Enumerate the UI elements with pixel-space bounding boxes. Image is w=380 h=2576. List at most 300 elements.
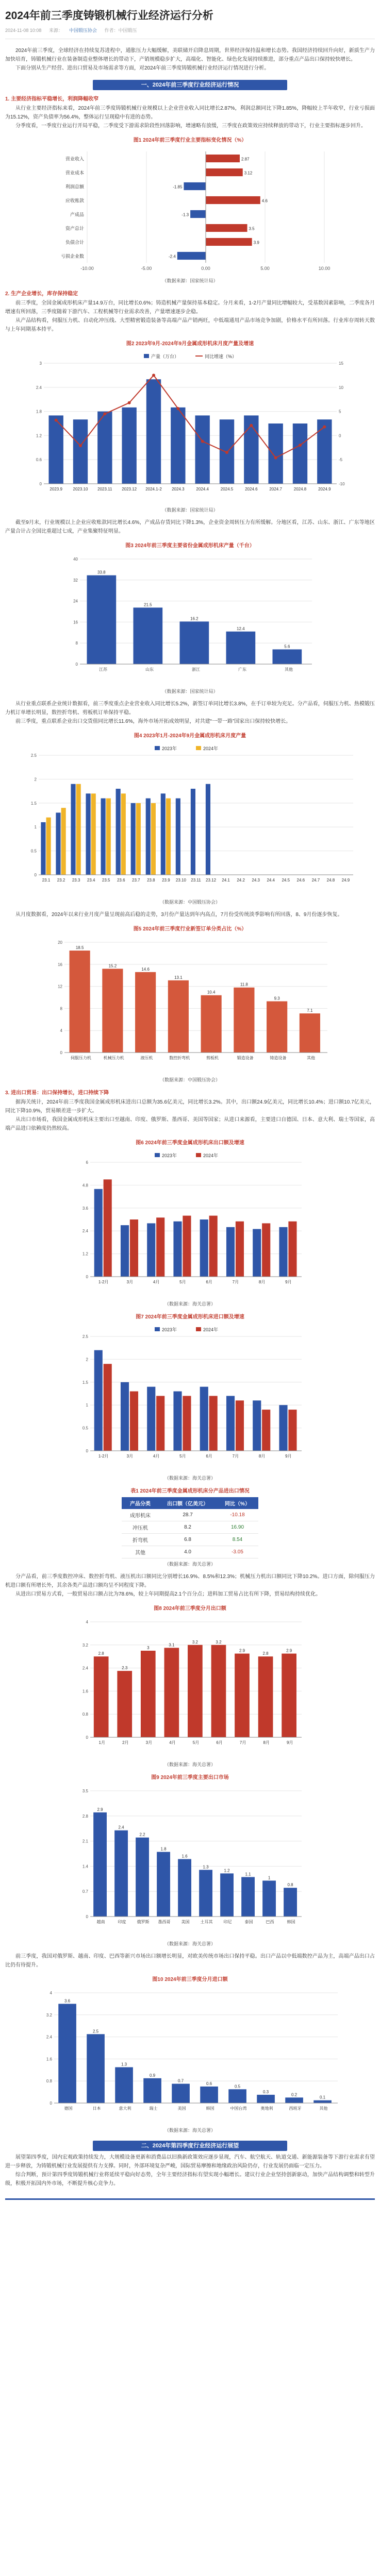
- data-label: 7.1: [306, 1008, 312, 1013]
- bar: [87, 575, 116, 664]
- y-tick-label: 1.5: [82, 1380, 88, 1385]
- category-label: 2024.6: [244, 487, 258, 492]
- category-label: 7月: [232, 1280, 239, 1284]
- paragraph: 从产品结构看，伺服压力机、自动化冲压线、大型精密锻造装备等高端产品产销两旺，中低端通用产品市场竞争加剧，价格水平有所回落。行业库存周转天数与上年同期基本持平。: [5, 318, 375, 332]
- chart-fig3: [61, 552, 319, 686]
- x-tick-label: -10.00: [80, 266, 94, 271]
- data-label: 4.6: [261, 198, 268, 204]
- category-label: 5月: [179, 1454, 186, 1459]
- bar: [147, 1387, 155, 1451]
- y-tick-label: 8: [60, 1006, 62, 1011]
- bar: [268, 423, 283, 484]
- bar: [211, 1645, 226, 1737]
- category-label: 24.6: [296, 878, 305, 883]
- table-header: 出口额（亿美元）: [159, 1497, 217, 1509]
- category-label: 2023.9: [49, 487, 62, 492]
- bar: [200, 2087, 218, 2103]
- bar: [206, 196, 260, 204]
- category-label: 应收账款: [65, 198, 84, 204]
- category-label: 2023.12: [121, 487, 137, 492]
- category-label: 23.2: [57, 878, 65, 883]
- bar: [285, 2097, 303, 2103]
- y-tick-label: 2.1: [82, 1839, 88, 1844]
- bar: [120, 1382, 128, 1451]
- bar: [190, 789, 195, 875]
- bar: [267, 1001, 287, 1053]
- end-divider: [5, 2198, 375, 2200]
- category-label: 土耳其: [200, 1920, 212, 1924]
- bar: [226, 1227, 234, 1277]
- y-tick-label: 24: [73, 599, 78, 604]
- paragraph: 从进出口贸易方式看，一般贸易出口额占比为78.6%，较上年同期提高2.1个百分点；进料加工贸易占比有所下降，贸易结构持续优化。: [15, 1591, 321, 1597]
- category-label: 1-2月: [98, 1280, 108, 1284]
- legend-swatch: [155, 746, 160, 750]
- bar: [46, 818, 51, 875]
- bar: [93, 1812, 107, 1917]
- bar: [235, 1654, 250, 1737]
- y-tick-label: 0.7: [82, 1889, 88, 1894]
- paragraph: 前三季度，全国金属成形机床产量14.9万台，同比增长0.6%；铸造机械产量保持基本稳定。分月来看，1-2月产量同比增幅较大，受基数因素影响，二季度各月增速有所回落，三季度随着下游汽车、工程机械等行业需求改善，产量增速逐步企稳。: [5, 300, 375, 315]
- line-point: [323, 426, 326, 429]
- bar: [184, 182, 206, 190]
- bar: [179, 621, 209, 664]
- category-label: 2024.7: [269, 487, 282, 492]
- bar: [120, 1225, 128, 1277]
- figure-title: 图4 2023年1月-2024年9月金属成形机床月度产量: [134, 733, 246, 739]
- bar: [206, 155, 240, 162]
- y2-tick-label: 15: [338, 361, 343, 366]
- bar: [262, 1410, 270, 1451]
- paragraph: 前三季度，我国对俄罗斯、越南、印度、巴西等新兴市场出口额增长明显，对欧美传统市场出口保持平稳。出口产品以中低端数控产品为主，高端产品出口占比仍有待提升。: [5, 1954, 375, 1968]
- legend-label: 2024年: [203, 1153, 218, 1158]
- bar: [106, 799, 110, 875]
- bar: [171, 408, 185, 484]
- line-point: [201, 440, 204, 443]
- y-tick-label: 0: [75, 662, 78, 667]
- category-label: 1月: [98, 1740, 105, 1745]
- figure-title: 图7 2024年前三季度金属成形机床进口额及增速: [136, 1314, 244, 1320]
- y-tick-label: 16: [73, 620, 78, 625]
- data-label: 18.5: [75, 945, 84, 951]
- category-label: 24.5: [281, 878, 290, 883]
- bar: [136, 1838, 149, 1917]
- bar: [117, 1671, 132, 1737]
- figure-source: （数据来源：海关总署）: [164, 2128, 216, 2133]
- y-tick-label: 1.6: [46, 2057, 52, 2062]
- category-label: 韩国: [206, 2106, 214, 2111]
- category-label: 3月: [126, 1454, 133, 1459]
- category-label: 俄罗斯: [137, 1920, 149, 1924]
- category-label: 山东: [145, 667, 154, 672]
- bar: [195, 415, 209, 484]
- data-label: 1.3: [203, 1865, 209, 1870]
- bar: [156, 1217, 164, 1277]
- y-tick-label: 0: [86, 1449, 88, 1453]
- data-label: 2.9: [239, 1648, 245, 1653]
- legend-label: 产量（万台）: [151, 354, 179, 359]
- table-title: 表1 2024年前三季度金属成形机床分产品进出口情况: [130, 1488, 250, 1494]
- paragraph: 截至9月末，行业规模以上企业应收账款同比增长4.6%，产成品存货同比下降1.3%，企业资金周转压力有所缓解。分地区看，江苏、山东、浙江、广东等地区产量合计占全国比重超过七成，产业集聚特征明显。: [5, 520, 375, 534]
- paragraph: 分季度看，一季度行业运行开局平稳，二季度受下游需求阶段性回落影响，增速略有放缓，三季度在政策效应持续释放的带动下，行业主要指标逐步回升。: [15, 123, 366, 129]
- series-line: [56, 375, 324, 457]
- bar: [102, 969, 123, 1053]
- data-label: 1.3: [121, 2062, 127, 2067]
- bar: [133, 607, 162, 664]
- bar: [145, 799, 150, 875]
- bar: [87, 2034, 105, 2103]
- subsection-heading: 2. 生产企业增长，库存保持稳定: [5, 291, 78, 297]
- legend-swatch: [196, 1153, 201, 1157]
- category-label: 奥地利: [260, 2106, 273, 2111]
- y-tick-label: 0: [86, 1275, 88, 1279]
- bar: [257, 2095, 275, 2103]
- bar: [183, 1216, 191, 1277]
- category-label: 23.9: [161, 878, 170, 883]
- data-label: 2.5: [92, 2029, 98, 2034]
- bar: [206, 238, 252, 246]
- data-label: 13.1: [174, 975, 183, 980]
- bar: [86, 793, 90, 875]
- table-cell: 其他: [122, 1546, 159, 1558]
- y-tick-label: 0.5: [82, 1426, 88, 1431]
- bar: [91, 793, 95, 875]
- category-label: 24.3: [251, 878, 260, 883]
- bar: [76, 784, 80, 875]
- data-label: 0.9: [149, 2073, 155, 2078]
- bar: [200, 1387, 208, 1451]
- figure-source: （数据来源：国家统计局）: [162, 278, 218, 283]
- data-label: 2.9: [286, 1648, 292, 1653]
- category-label: 瑞士: [149, 2106, 157, 2111]
- category-label: 机械压力机: [103, 1056, 124, 1060]
- data-label: 3.2: [192, 1639, 198, 1645]
- y-tick-label: 2: [86, 1357, 88, 1362]
- y-tick-label: 4: [60, 1028, 62, 1033]
- figure-source: （数据来源：国家统计局）: [162, 507, 218, 513]
- bar: [317, 419, 332, 484]
- data-label: 2.87: [241, 157, 250, 162]
- y-tick-label: 2.5: [82, 1334, 88, 1339]
- bar: [115, 2067, 133, 2103]
- bar: [282, 1654, 296, 1737]
- y-tick-label: 8: [75, 641, 78, 646]
- chart-fig9: [72, 1784, 309, 1938]
- y-tick-label: 0.8: [46, 2079, 52, 2084]
- paragraph: 综合判断，预计第四季度铸锻机械行业将延续平稳向好态势，全年主要经济指标有望实现小幅增长。建议行业企业坚持创新驱动，加快产品结构调整和转型升级，积极开拓国内外市场，不断提升核心竞争力。: [5, 2172, 375, 2187]
- y-tick-label: 2.4: [82, 1666, 88, 1671]
- bar: [56, 812, 60, 875]
- y-tick-label: 3.6: [82, 1206, 88, 1211]
- table-cell: -3.05: [217, 1546, 258, 1558]
- chart-fig1: [46, 146, 335, 275]
- figure-source: （数据来源：海关总署）: [164, 1941, 216, 1946]
- y2-tick-label: 5: [338, 409, 341, 414]
- data-label: -1.3: [181, 212, 189, 217]
- x-tick-label: -5.00: [141, 266, 152, 271]
- data-label: 1.6: [181, 1854, 188, 1859]
- category-label: 24.2: [236, 878, 245, 883]
- table-cell: 8.2: [159, 1521, 217, 1534]
- source-label: 来源：: [48, 28, 63, 33]
- x-tick-label: 5.00: [260, 266, 270, 271]
- data-label: 0.1: [319, 2095, 325, 2100]
- paragraph: 从出口市场看，我国金属成形机床主要出口至越南、印度、俄罗斯、墨西哥、美国等国家；从进口来源看，主要进口自德国、日本、意大利、瑞士等国家，高端产品进口依赖度仍然较高。: [5, 1117, 375, 1131]
- category-label: 日本: [92, 2106, 101, 2111]
- bar: [151, 803, 155, 875]
- bar: [209, 1216, 217, 1277]
- data-label: 2.2: [139, 1832, 145, 1837]
- category-label: 德国: [64, 2106, 72, 2111]
- y-tick-label: 12: [57, 984, 62, 989]
- data-label: 0.2: [291, 2092, 297, 2097]
- bar: [97, 412, 112, 484]
- paragraph: 从月度数据看，2024年以来行业月度产量呈现前高后稳的走势，3月份产量达到年内高点，7月份受传统淡季影响有所回落，8、9月份逐步恢复。: [15, 912, 343, 918]
- paragraph: 展望第四季度，国内宏观政策持续发力，大规模设备更新和消费品以旧换新政策效应逐步显现，汽车、航空航天、轨道交通、新能源装备等下游行业需求有望进一步释放，为铸锻机械行业发展提供有力支撑。同时，外部环境复杂严峻，国际贸易摩擦和地缘政治风险仍存，行业发展仍面临一定压力。: [5, 2155, 375, 2169]
- legend-label: 2024年: [203, 746, 218, 751]
- legend-label: 2023年: [161, 1327, 177, 1332]
- y-tick-label: 2.4: [82, 1229, 88, 1234]
- bar: [190, 210, 206, 218]
- table-cell: 折弯机: [122, 1534, 159, 1546]
- bar: [209, 1396, 217, 1451]
- intro-paragraph: 下面分别从生产经营、进出口贸易及市场需求等方面，对2024年前三季度铸锻机械行业经济运行情况进行分析。: [15, 65, 270, 71]
- table-cell: 28.7: [159, 1509, 217, 1521]
- chart-fig6: [72, 1149, 309, 1298]
- table-cell: 6.8: [159, 1534, 217, 1546]
- line-point: [274, 456, 277, 459]
- table-cell: 16.90: [217, 1521, 258, 1534]
- bar: [168, 980, 188, 1053]
- bar: [177, 252, 205, 260]
- bar: [136, 803, 140, 875]
- category-label: 23.1: [42, 878, 50, 883]
- data-label: 2.3: [121, 1666, 127, 1671]
- bar: [140, 1651, 155, 1737]
- figure-source: （数据来源：海关总署）: [164, 1762, 216, 1767]
- category-label: 3月: [126, 1280, 133, 1284]
- category-label: 3月: [145, 1740, 152, 1745]
- category-label: 2024.1-2: [145, 487, 162, 492]
- y-tick-label: 1: [86, 1403, 88, 1408]
- paragraph: 据海关统计，2024年前三季度我国金属成形机床进出口总额为35.6亿美元，同比增长3.2%。其中，出口额24.9亿美元，同比增长10.4%；进口额10.7亿美元，同比下降10.9%，贸易顺差进一步扩大。: [5, 1099, 375, 1114]
- category-label: 8月: [258, 1280, 265, 1284]
- bar: [199, 1870, 212, 1917]
- category-label: 4月: [153, 1454, 159, 1459]
- y-tick-label: 2.8: [82, 1814, 88, 1819]
- y-tick-label: 0.6: [36, 457, 42, 463]
- category-label: 23.11: [190, 878, 201, 883]
- category-label: 液压机: [140, 1056, 153, 1060]
- bar: [143, 2078, 161, 2103]
- data-label: 14.6: [141, 967, 150, 972]
- figure-title: 图2 2023年9月-2024年9月金属成形机床月度产量及增速: [126, 341, 254, 347]
- data-label: 3.6: [64, 1998, 70, 2004]
- y-tick-label: 0: [60, 1050, 62, 1055]
- category-label: 亏损企业数: [60, 253, 84, 259]
- bar: [173, 1222, 181, 1277]
- line-point: [250, 424, 253, 427]
- category-label: 印尼: [223, 1920, 232, 1924]
- category-label: 墨西哥: [158, 1920, 170, 1924]
- figure-title: 图8 2024年前三季度分月出口额: [154, 1606, 226, 1612]
- data-label: 0.8: [287, 1883, 293, 1888]
- category-label: 8月: [258, 1454, 265, 1459]
- y-tick-label: 0: [49, 2101, 52, 2106]
- category-label: 23.8: [146, 878, 155, 883]
- bar: [253, 1229, 261, 1277]
- line-point: [79, 444, 82, 447]
- table-source: （数据来源：海关总署）: [164, 1562, 216, 1567]
- category-label: 23.6: [117, 878, 125, 883]
- bar: [262, 1223, 270, 1277]
- source-link[interactable]: 中国锻压协会: [69, 28, 97, 33]
- bar: [135, 972, 156, 1053]
- category-label: 江苏: [98, 667, 107, 672]
- data-label: -1.85: [172, 184, 182, 190]
- author: 作者：中国锻压: [104, 28, 137, 33]
- y-tick-label: 1.2: [36, 433, 42, 438]
- y-tick-label: 1: [34, 825, 37, 830]
- bar: [71, 784, 75, 875]
- y-tick-label: 16: [57, 962, 62, 967]
- bar: [262, 1880, 276, 1917]
- category-label: 其他: [306, 1056, 315, 1060]
- chart-fig7: [72, 1323, 309, 1472]
- data-label: 3: [146, 1646, 150, 1650]
- bar: [284, 1888, 297, 1917]
- data-label: 11.8: [240, 982, 248, 987]
- category-label: 23.7: [131, 878, 140, 883]
- category-label: 印度: [118, 1920, 126, 1924]
- line-point: [103, 412, 106, 415]
- category-label: 伺服压力机: [70, 1056, 91, 1060]
- y-tick-label: 32: [73, 578, 78, 583]
- data-label: 0.7: [177, 2078, 184, 2083]
- category-label: 2024.5: [220, 487, 233, 492]
- bar: [183, 1396, 191, 1451]
- bar: [94, 1189, 102, 1277]
- figure-title: 图3 2024年前三季度主要省份金属成形机床产量（千台）: [125, 543, 255, 549]
- category-label: 6月: [216, 1740, 223, 1745]
- y-tick-label: 4: [49, 1991, 52, 1995]
- category-label: 浙江: [191, 667, 200, 672]
- legend-swatch: [196, 1327, 201, 1331]
- article-meta: [5, 27, 380, 33]
- table-cell: 8.54: [217, 1534, 258, 1546]
- line-point: [225, 451, 228, 454]
- category-label: 5月: [179, 1280, 186, 1284]
- y-tick-label: 1.2: [82, 1251, 88, 1257]
- line-point: [152, 374, 155, 377]
- category-label: 美国: [181, 1920, 189, 1924]
- data-label: 3.12: [244, 171, 252, 176]
- bar: [206, 224, 247, 232]
- bar: [241, 1877, 255, 1917]
- table-row: [122, 1534, 258, 1546]
- bar: [299, 1013, 320, 1053]
- legend-label: 2024年: [203, 1327, 218, 1332]
- data-label: 10.4: [207, 990, 215, 995]
- data-label: 3.9: [253, 240, 259, 245]
- y-tick-label: 3.2: [46, 2012, 52, 2018]
- bar: [121, 793, 125, 875]
- data-label: 1.2: [224, 1868, 230, 1873]
- data-label: 1: [268, 1875, 270, 1880]
- data-label: 1.8: [160, 1846, 167, 1852]
- y-tick-label: 20: [57, 940, 62, 945]
- category-label: 5月: [192, 1740, 199, 1745]
- figure-title: 图6 2024年前三季度金属成形机床出口额及增速: [136, 1140, 244, 1146]
- bar: [313, 2100, 332, 2103]
- trade-table: [122, 1497, 258, 1558]
- bar: [147, 1223, 155, 1277]
- category-label: 23.3: [72, 878, 80, 883]
- table-cell: -10.18: [217, 1509, 258, 1521]
- bar: [226, 1396, 234, 1451]
- bar: [200, 1219, 208, 1277]
- category-label: 利润总额: [65, 184, 84, 190]
- category-label: 24.4: [266, 878, 275, 883]
- paragraph: 前三季度，重点联系企业出口交货值同比增长11.6%，海外市场开拓成效明显，对共建“一带一路”国家出口保持较快增长。: [15, 719, 291, 724]
- paragraph: 从行业主要经济指标来看，2024年前三季度铸锻机械行业规模以上企业营业收入同比增长2.87%，利润总额同比下降1.85%，降幅较上半年收窄，行业亏损面为15.12%，资产负债率为56.4%，整体运行呈现稳中有进的态势。: [5, 106, 375, 120]
- category-label: 4月: [169, 1740, 176, 1745]
- category-label: 1-2月: [98, 1454, 108, 1459]
- legend-swatch: [144, 354, 149, 358]
- bar: [292, 423, 307, 484]
- data-label: 21.5: [143, 602, 152, 607]
- category-label: 9月: [285, 1280, 292, 1284]
- table-header: 产品分类: [122, 1497, 159, 1509]
- line-point: [127, 401, 130, 404]
- bar: [61, 808, 65, 875]
- category-label: 韩国: [287, 1920, 295, 1924]
- table-cell: 4.0: [159, 1546, 217, 1558]
- data-label: 15.2: [108, 963, 117, 969]
- paragraph: 从行业重点联系企业统计数据看，前三季度重点企业营业收入同比增长5.2%，新签订单同比增长3.8%，在手订单较为充足。分产品看，伺服压力机、热模锻压力机订单增长明显，数控折弯机、剪板机订单保持平稳。: [5, 701, 375, 716]
- category-label: 2024.9: [318, 487, 331, 492]
- category-label: 7月: [232, 1454, 239, 1459]
- data-label: 3.5: [249, 226, 255, 231]
- paragraph: 分产品看，前三季度数控冲床、数控折弯机、液压机出口额同比分别增长16.9%、8.5%和12.3%；机械压力机出口额同比下降10.2%。进口方面，除伺服压力机进口额有所增长外，其余各类产品进口额均呈不同程度下降。: [5, 1574, 375, 1588]
- category-label: 9月: [285, 1454, 292, 1459]
- bar: [122, 408, 136, 484]
- y2-tick-label: -10: [338, 482, 345, 486]
- subsection-heading: 1. 主要经济指标平稳增长，利润降幅收窄: [5, 96, 99, 102]
- y-tick-label: 4: [86, 1620, 88, 1624]
- chart-fig2: [25, 350, 355, 504]
- bar: [206, 168, 243, 176]
- table-cell: 冲压机: [122, 1521, 159, 1534]
- bar: [146, 379, 160, 484]
- figure-title: 图10 2024年前三季度分月进口额: [152, 1977, 228, 1982]
- y-tick-label: 1.5: [30, 801, 37, 806]
- bar: [115, 789, 120, 875]
- data-label: 2.9: [97, 1807, 103, 1812]
- legend-swatch: [155, 1327, 160, 1331]
- category-label: 6月: [205, 1454, 212, 1459]
- section-banner: 一、2024年前三季度行业经济运行情况: [93, 80, 287, 90]
- y-tick-label: 6: [86, 1160, 88, 1165]
- legend-label: 2023年: [161, 746, 177, 751]
- legend-label: 同比增速（%）: [204, 354, 237, 359]
- data-label: 1.1: [245, 1872, 251, 1877]
- bar: [279, 1405, 287, 1451]
- subsection-heading: 3. 进出口贸易：出口保持增长，进口持续下降: [5, 1090, 109, 1096]
- data-label: 5.6: [284, 644, 290, 649]
- bar: [220, 1873, 234, 1917]
- chart-fig10: [36, 1986, 345, 2125]
- table-row: [122, 1509, 258, 1521]
